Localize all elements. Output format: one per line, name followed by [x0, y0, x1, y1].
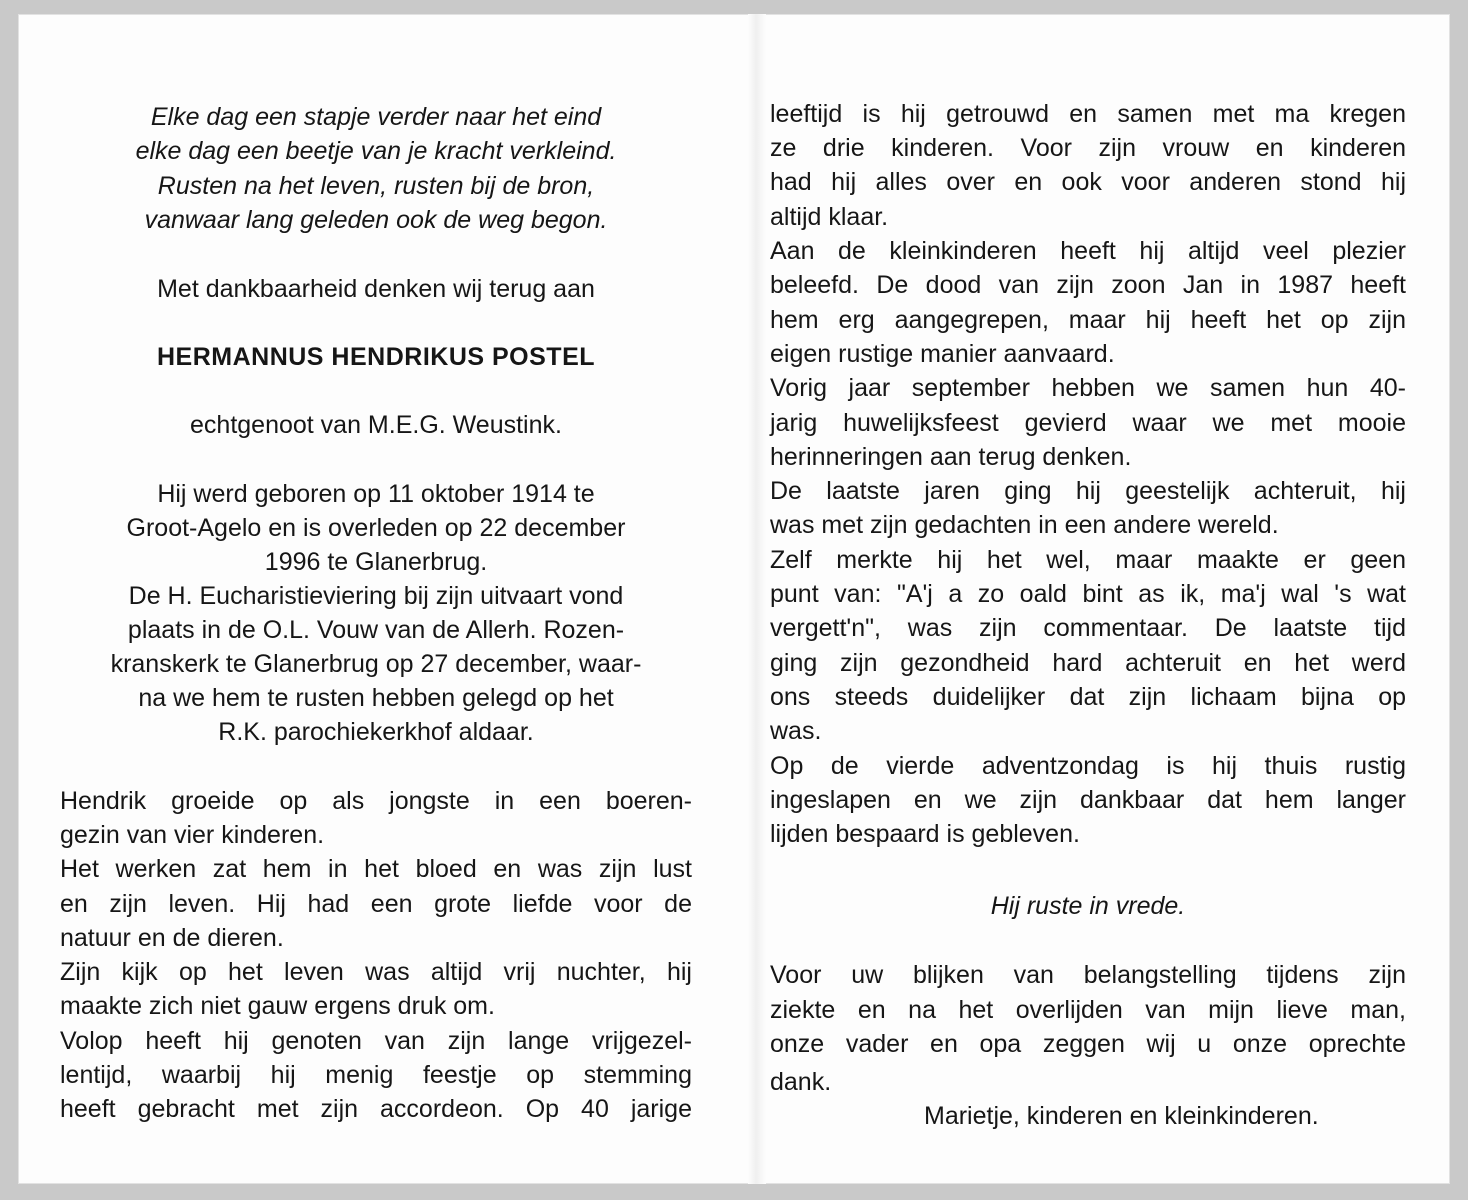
story-line: heeft gebracht met zijn accordeon. Op 40 jarige [60, 1095, 692, 1123]
story-line: Het werken zat hem in het bloed en was zijn lust [60, 855, 692, 883]
story-line: en zijn leven. Hij had een grote liefde voor de [60, 890, 692, 918]
story-line: herinneringen aan terug denken. [770, 443, 1132, 471]
funeral-line: kranskerk te Glanerbrug op 27 december, waar- [110, 650, 642, 678]
poem-line: Rusten na het leven, rusten bij de bron, [157, 172, 595, 200]
story-line: jarig huwelijksfeest gevierd waar we met mooie [770, 409, 1406, 437]
story-line: was. [770, 717, 822, 745]
farewell-text: Hij ruste in vrede. [990, 892, 1186, 920]
story-line: leeftijd is hij getrouwd en samen met ma kregen [770, 100, 1406, 128]
story-line: Hendrik groeide op als jongste in een boeren- [60, 787, 692, 815]
story-line: Vorig jaar september hebben we samen hun 40- [770, 374, 1406, 402]
story-line: hem erg aangegrepen, maar hij heeft het op zijn [770, 306, 1406, 334]
memorial-card [18, 14, 1450, 1184]
spouse-text: echtgenoot van M.E.G. Weustink. [190, 411, 562, 439]
story-line: De laatste jaren ging hij geestelijk achteruit, hij [770, 477, 1406, 505]
card-fold [748, 14, 766, 1184]
story-line: ze drie kinderen. Voor zijn vrouw en kinderen [770, 134, 1406, 162]
birth-line: Hij werd geboren op 11 oktober 1914 te [157, 480, 595, 508]
thanks-line: onze vader en opa zeggen wij u onze oprechte [770, 1030, 1406, 1058]
story-line: had hij alles over en ook voor anderen stond hij [770, 168, 1406, 196]
story-line: lijden bespaard is gebleven. [770, 820, 1080, 848]
story-line: Aan de kleinkinderen heeft hij altijd veel plezier [770, 237, 1406, 265]
signature: Marietje, kinderen en kleinkinderen. [924, 1102, 1319, 1130]
funeral-line: plaats in de O.L. Vouw van de Allerh. Rozen- [127, 616, 625, 644]
birth-line: 1996 te Glanerbrug. [264, 548, 488, 576]
deceased-name: HERMANNUS HENDRIKUS POSTEL [156, 343, 596, 371]
thanks-line: ziekte en na het overlijden van mijn lieve man, [770, 996, 1406, 1024]
story-line: vergett'n", was zijn commentaar. De laatste tijd [770, 614, 1406, 642]
intro-text: Met dankbaarheid denken wij terug aan [157, 275, 595, 303]
story-line: gezin van vier kinderen. [60, 821, 325, 849]
story-line: lentijd, waarbij hij menig feestje op stemming [60, 1061, 692, 1089]
poem-line: vanwaar lang geleden ook de weg begon. [144, 206, 608, 234]
story-line: Zelf merkte hij het wel, maar maakte er geen [770, 546, 1406, 574]
story-line: eigen rustige manier aanvaard. [770, 340, 1115, 368]
funeral-line: na we hem te rusten hebben gelegd op het [138, 684, 614, 712]
right-panel [770, 14, 1406, 1184]
story-line: ons steeds duidelijker dat zijn lichaam bijna op [770, 683, 1406, 711]
story-line: Volop heeft hij genoten van zijn lange vrijgezel- [60, 1027, 692, 1055]
poem-line: elke dag een beetje van je kracht verkleind. [135, 137, 617, 165]
funeral-line: De H. Eucharistieviering bij zijn uitvaart vond [128, 582, 624, 610]
story-line: punt van: "A'j a zo oald bint as ik, ma'j wal 's wat [770, 580, 1406, 608]
story-line: altijd klaar. [770, 203, 889, 231]
birth-line: Groot-Agelo en is overleden op 22 december [126, 514, 626, 542]
funeral-line: R.K. parochiekerkhof aldaar. [218, 718, 534, 746]
story-line: Op de vierde adventzondag is hij thuis rustig [770, 752, 1406, 780]
story-line: beleefd. De dood van zijn zoon Jan in 1987 heeft [770, 271, 1406, 299]
story-line: Zijn kijk op het leven was altijd vrij nuchter, hij [60, 958, 692, 986]
story-line: ingeslapen en we zijn dankbaar dat hem langer [770, 786, 1406, 814]
left-panel [60, 14, 692, 1184]
story-line: maakte zich niet gauw ergens druk om. [60, 992, 495, 1020]
poem-line: Elke dag een stapje verder naar het eind [150, 103, 602, 131]
story-line: natuur en de dieren. [60, 924, 284, 952]
thanks-line: dank. [770, 1068, 832, 1096]
story-line: ging zijn gezondheid hard achteruit en het werd [770, 649, 1406, 677]
thanks-line: Voor uw blijken van belangstelling tijdens zijn [770, 961, 1406, 989]
story-line: was met zijn gedachten in een andere wereld. [770, 511, 1279, 539]
